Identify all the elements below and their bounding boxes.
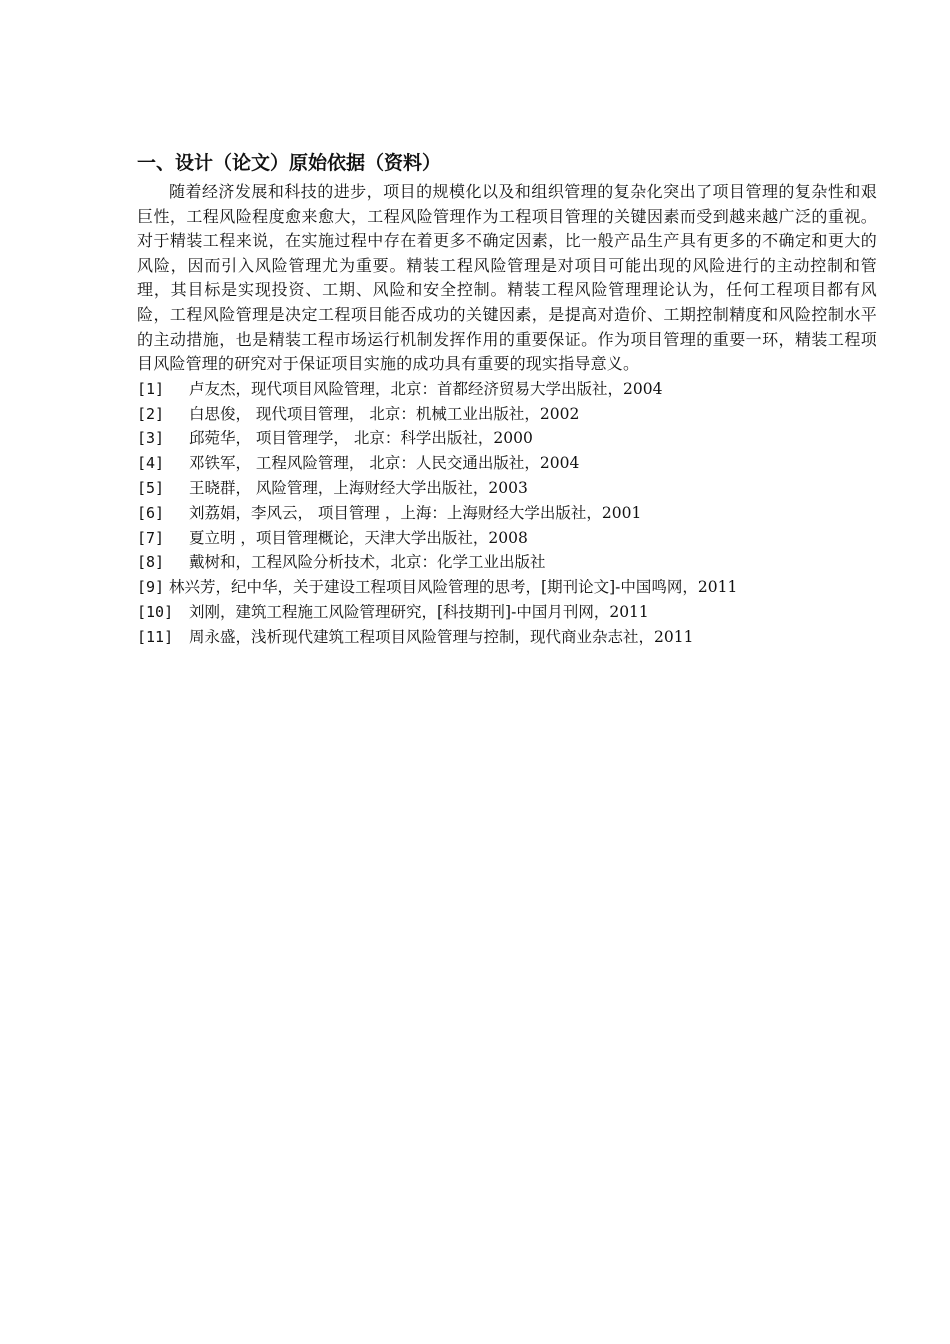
reference-text: 林兴芳，纪中华，关于建设工程项目风险管理的思考，[期刊论文]-中国鸣网，2011 [169,578,738,597]
reference-text: 夏立明 ，项目管理概论，天津大学出版社，2008 [189,528,528,547]
reference-text: 邱菀华， 项目管理学， 北京：科学出版社，2000 [189,429,533,448]
reference-number: [1] [137,379,165,398]
reference-item [137,600,877,625]
reference-text: 王晓群， 风险管理，上海财经大学出版社，2003 [189,478,528,497]
reference-text: 卢友杰，现代项目风险管理，北京：首都经济贸易大学出版社，2004 [189,379,663,398]
reference-text: 周永盛，浅析现代建筑工程项目风险管理与控制，现代商业杂志社，2011 [189,627,694,646]
reference-item [137,526,877,551]
reference-text: 白思俊， 现代项目管理， 北京：机械工业出版社，2002 [189,404,580,423]
reference-item [137,476,877,501]
reference-number: [11] [137,627,174,646]
reference-item [137,402,877,427]
reference-item [137,575,877,600]
reference-text: 刘荔娟，李风云， 项目管理 ，上海：上海财经大学出版社，2001 [189,503,642,522]
reference-list [137,377,877,650]
reference-number: [6] [137,503,165,522]
reference-item [137,550,877,575]
reference-item [137,451,877,476]
reference-number: [9] [137,578,165,597]
reference-item [137,426,877,451]
reference-text: 邓铁军， 工程风险管理， 北京：人民交通出版社，2004 [189,454,580,473]
page-content [137,148,877,650]
reference-item [137,501,877,526]
reference-number: [4] [137,454,165,473]
reference-text: 刘刚，建筑工程施工风险管理研究，[科技期刊]-中国月刊网，2011 [189,602,649,621]
reference-number: [3] [137,429,165,448]
reference-number: [7] [137,528,165,547]
reference-number: [8] [137,553,165,572]
section-paragraph: 随着经济发展和科技的进步，项目的规模化以及和组织管理的复杂化突出了项目管理的复杂性和艰巨性，工程风险程度愈来愈大，工程风险管理作为工程项目管理的关键因素而受到越来越广泛的重视。对于精装工程来说，在实施过程中存在着更多不确定因素，比一般产品生产具有更多的不确定和更大的风险，因而引入风险管理尤为重要。精装工程风险管理是对项目可能出现的风险进行的主动控制和管理，其目标是实现投资、工期、风险和安全控制。精装工程风险管理理论认为，任何工程项目都有风险，工程风险管理是决定工程项目能否成功的关键因素，是提高对造价、工期控制精度和风险控制水平的主动措施，也是精装工程市场运行机制发挥作用的重要保证。作为项目管理的重要一环，精装工程项目风险管理的研究对于保证项目实施的成功具有重要的现实指导意义。 [137,182,877,374]
reference-number: [5] [137,478,165,497]
reference-item [137,377,877,402]
reference-text: 戴树和，工程风险分析技术，北京：化学工业出版社 [189,553,546,572]
reference-number: [2] [137,404,165,423]
section-heading: 一、设计（论文）原始依据（资料） [137,152,442,174]
reference-item [137,625,877,650]
reference-number: [10] [137,602,174,621]
